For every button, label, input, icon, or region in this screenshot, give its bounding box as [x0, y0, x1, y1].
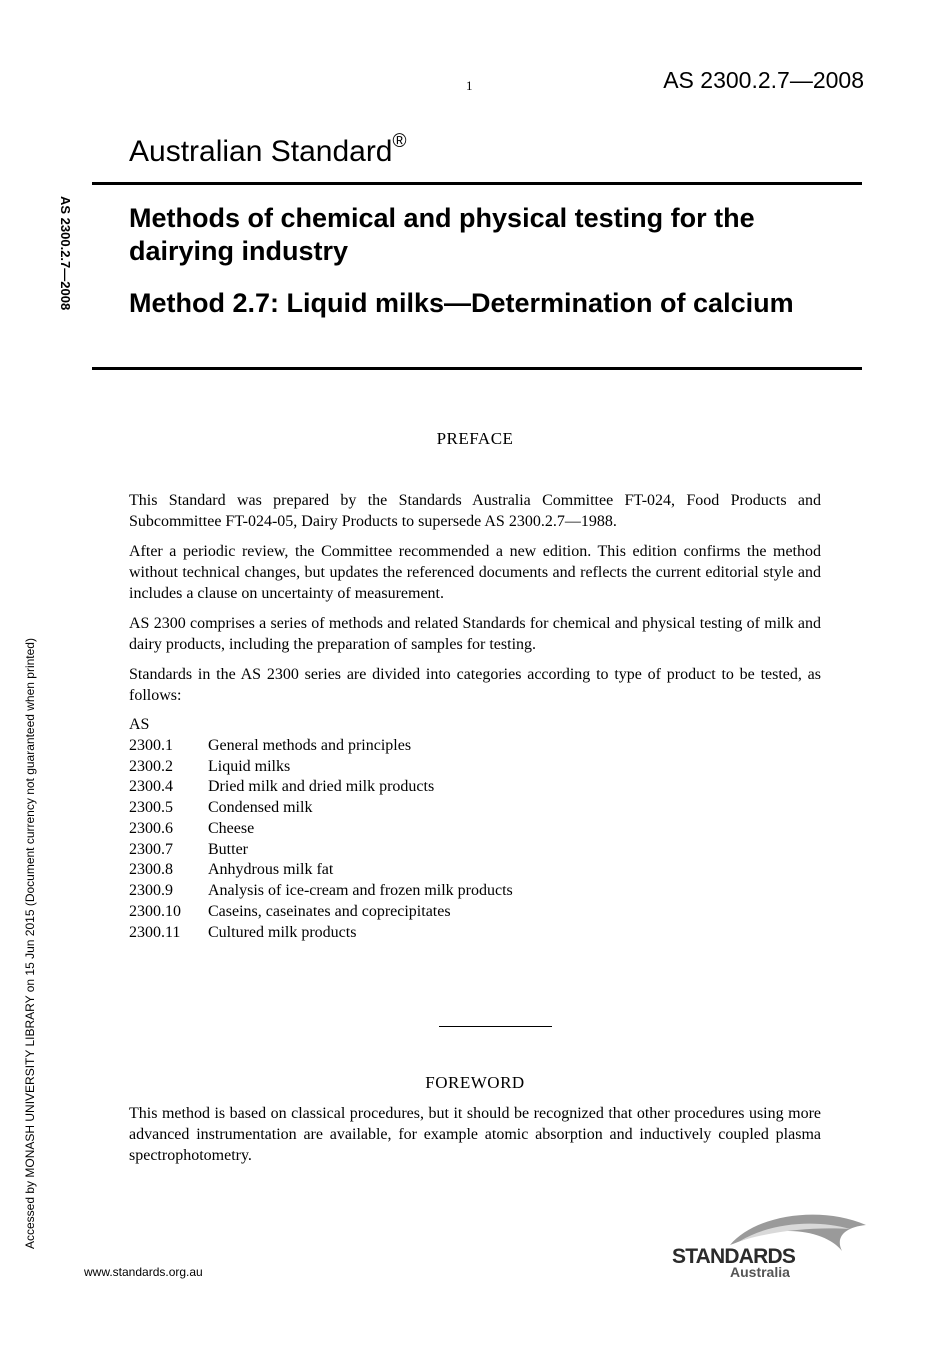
series-title: Cheese — [208, 819, 255, 837]
series-item — [129, 881, 513, 902]
series-number: 2300.9 — [129, 882, 173, 899]
series-title: Caseins, caseinates and coprecipitates — [208, 902, 451, 920]
series-number: 2300.4 — [129, 778, 173, 796]
series-title: Cultured milk products — [208, 923, 357, 941]
series-item — [129, 923, 513, 944]
series-item — [129, 860, 513, 881]
series-number: 2300.10 — [129, 902, 181, 920]
title-rule-top — [92, 182, 862, 185]
preface-paragraph: After a periodic review, the Committee recommended a new edition. This edition confirms the method without technical changes, but updates the referenced documents and reflects the current editorial style and includes a clause on uncertainty of measurement. — [129, 543, 821, 602]
series-number: 2300.2 — [129, 757, 173, 775]
foreword-heading: FOREWORD — [425, 1073, 525, 1092]
logo-text: STANDARDS — [672, 1245, 796, 1268]
website-url: www.standards.org.au — [84, 1265, 203, 1279]
standard-label — [129, 131, 407, 169]
series-number: 2300.6 — [129, 819, 173, 837]
section-divider — [439, 1026, 552, 1027]
series-heading: AS — [129, 716, 150, 733]
series-list — [129, 715, 513, 943]
series-item — [129, 840, 513, 861]
series-title: Dried milk and dried milk products — [208, 778, 435, 796]
foreword-paragraph: This method is based on classical procedures, but it should be recognized that other procedures using more advanced instrumentation are available, for example atomic absorption and inductively coupled plasma spectrophotometry. — [129, 1105, 821, 1164]
preface-paragraph: Standards in the AS 2300 series are divided into categories according to type of product to be tested, as follows: — [129, 666, 821, 704]
series-item — [129, 819, 513, 840]
series-number: 2300.1 — [129, 736, 173, 754]
series-number: 2300.8 — [129, 861, 173, 879]
series-title: Anhydrous milk fat — [208, 861, 334, 879]
series-number: 2300.7 — [129, 840, 173, 858]
series-title: Analysis of ice-cream and frozen milk products — [208, 882, 513, 899]
series-title: Butter — [208, 840, 248, 858]
document-title: Methods of chemical and physical testing for the dairying industry — [129, 203, 755, 266]
series-item — [129, 777, 513, 798]
side-standard-code: AS 2300.2.7—2008 — [58, 196, 73, 311]
title-rule-bottom — [92, 367, 862, 370]
standards-australia-logo — [670, 1207, 870, 1282]
standard-code: AS 2300.2.7—2008 — [663, 67, 864, 93]
series-item — [129, 902, 513, 923]
registered-mark: ® — [392, 131, 407, 152]
access-notice: Accessed by MONASH UNIVERSITY LIBRARY on 15 Jun 2015 (Document currency not guaranteed when printed) — [23, 638, 37, 1249]
series-number: 2300.5 — [129, 799, 173, 816]
series-item — [129, 757, 513, 778]
method-title: Method 2.7: Liquid milks—Determination of calcium — [129, 288, 794, 318]
logo-subtext: Australia — [730, 1264, 790, 1280]
series-title: Condensed milk — [208, 799, 313, 816]
series-number: 2300.11 — [129, 923, 181, 941]
series-title: General methods and principles — [208, 736, 412, 754]
preface-paragraph: AS 2300 comprises a series of methods and related Standards for chemical and physical testing of milk and dairy products, including the preparation of samples for testing. — [129, 615, 821, 653]
preface-paragraph: This Standard was prepared by the Standards Australia Committee FT-024, Food Products and Subcommittee FT-024-05, Dairy Products to supersede AS 2300.2.7—1988. — [129, 492, 821, 530]
series-item — [129, 736, 513, 757]
series-title: Liquid milks — [208, 757, 291, 775]
preface-heading: PREFACE — [436, 429, 514, 448]
series-item — [129, 798, 513, 819]
page-number: 1 — [466, 78, 473, 93]
standard-label-text: Australian Standard — [129, 135, 393, 168]
